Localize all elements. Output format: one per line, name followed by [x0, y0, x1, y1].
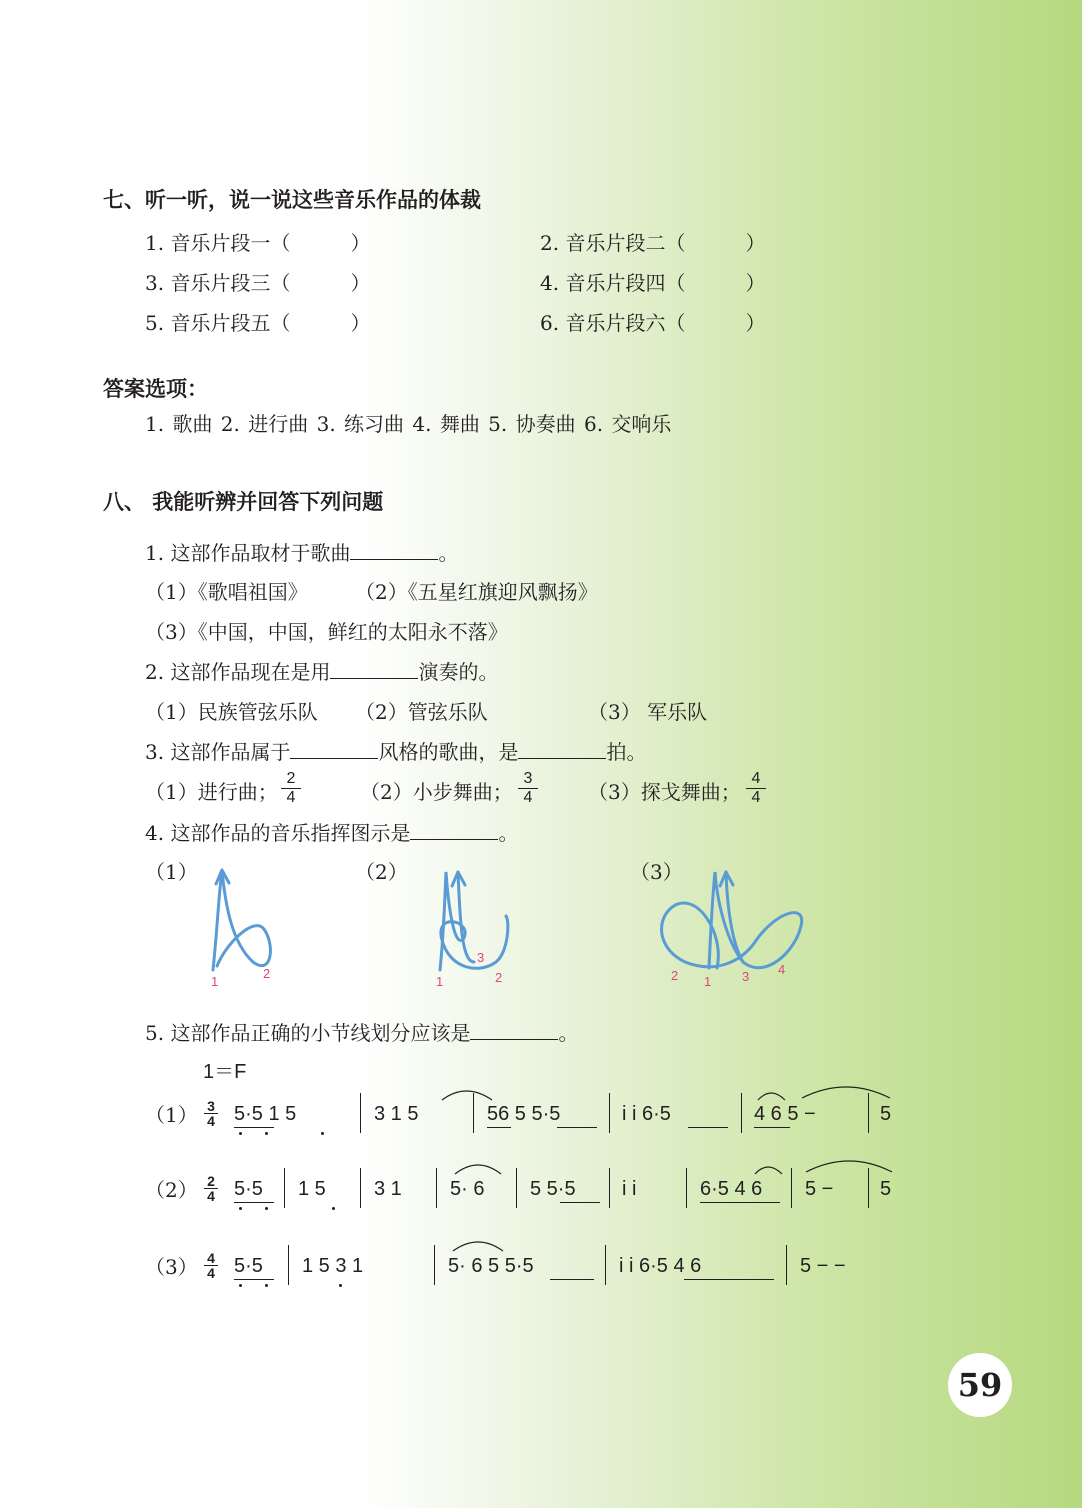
q3-mid: 风格的歌曲，是: [378, 740, 519, 764]
q4-post: 。: [498, 821, 519, 845]
barline: [786, 1245, 787, 1285]
low-octave-dot: [265, 1132, 268, 1135]
row3-seg: 5 − −: [800, 1255, 846, 1277]
frac-den: 4: [751, 789, 761, 806]
ts-den: 4: [207, 1188, 215, 1204]
q3-frac-c: [746, 770, 766, 807]
row2-seg: i i: [622, 1178, 637, 1200]
q1-post: 。: [438, 541, 459, 565]
low-octave-dot: [239, 1132, 242, 1135]
q3-pre: 3. 这部作品属于: [145, 740, 291, 764]
tie-arc: [798, 1082, 894, 1100]
conducting-diagram-three-beat: [420, 862, 530, 992]
row1-seg: 5: [880, 1103, 892, 1125]
beat-label: 3: [477, 950, 485, 965]
item-2: 2. 音乐片段二（ ）: [540, 231, 766, 255]
item-4: 4. 音乐片段四（ ）: [540, 271, 766, 295]
ts-num: 2: [207, 1173, 215, 1189]
beam-line: [560, 1202, 600, 1203]
frac-num: 2: [286, 770, 296, 787]
row3-time-signature: [204, 1252, 218, 1279]
beam-line: [754, 1127, 790, 1128]
q1-blank[interactable]: [350, 541, 438, 560]
q2-opt-b: （2）管弦乐队: [355, 700, 488, 724]
page-number: 59: [948, 1353, 1012, 1417]
options-list: 1. 歌曲 2. 进行曲 3. 练习曲 4. 舞曲 5. 协奏曲 6. 交响乐: [145, 412, 672, 436]
tie-arc: [453, 1242, 503, 1251]
q1-opt-b: （2）《五星红旗迎风飘扬》: [355, 580, 598, 604]
q4-label-b: （2）: [355, 860, 408, 884]
q3-blank-style[interactable]: [290, 740, 378, 759]
ts-den: 4: [207, 1113, 215, 1129]
q5-text: [145, 1021, 578, 1045]
barline: [360, 1168, 361, 1208]
q5-post: 。: [558, 1021, 579, 1045]
row1-label: （1）: [145, 1103, 198, 1127]
barline: [436, 1168, 437, 1208]
item-6: 6. 音乐片段六（ ）: [540, 311, 766, 335]
row1-seg: 4 6 5 −: [754, 1103, 816, 1125]
q1-opt-a: （1）《歌唱祖国》: [145, 580, 308, 604]
beat-label: 1: [436, 974, 444, 989]
q3-opt-c: （3）探戈舞曲；: [588, 780, 741, 804]
q2-pre: 2. 这部作品现在是用: [145, 660, 331, 684]
beat-label: 2: [495, 970, 503, 985]
tie-arc: [755, 1086, 789, 1102]
beat-path: [213, 870, 270, 970]
q1-text: [145, 541, 458, 565]
tie-arc: [455, 1165, 501, 1174]
tie-arc: [452, 1160, 504, 1176]
key-signature: 1＝F: [203, 1061, 247, 1083]
low-octave-dot: [265, 1207, 268, 1210]
tie-arc: [802, 1156, 896, 1174]
q5-blank[interactable]: [470, 1021, 558, 1040]
tie-arc: [806, 1161, 892, 1172]
beam-line: [700, 1202, 780, 1203]
barline: [288, 1245, 289, 1285]
row2-seg: 3 1: [374, 1178, 402, 1200]
barline: [516, 1168, 517, 1208]
beat-label: 1: [211, 974, 219, 989]
options-title: 答案选项：: [103, 377, 208, 401]
row2-seg: 5 5·5: [530, 1178, 576, 1200]
row2-time-signature: [204, 1175, 218, 1202]
ts-den: 4: [207, 1265, 215, 1281]
frac-num: 4: [751, 770, 761, 787]
q2-post: 演奏的。: [418, 660, 499, 684]
tie-arc: [438, 1086, 498, 1102]
q5-pre: 5. 这部作品正确的小节线划分应该是: [145, 1021, 471, 1045]
low-octave-dot: [239, 1207, 242, 1210]
row1-seg: 5·5 1 5: [234, 1103, 297, 1125]
beat-label: 2: [263, 966, 271, 981]
q3-post: 拍。: [606, 740, 647, 764]
row3-seg: 5· 6 5 5·5: [448, 1255, 534, 1277]
conducting-diagram-two-beat: [195, 862, 295, 992]
q3-opt-b: （2）小步舞曲；: [360, 780, 513, 804]
beam-line: [684, 1279, 774, 1280]
frac-den: 4: [523, 789, 533, 806]
barline: [434, 1245, 435, 1285]
tie-arc: [450, 1237, 506, 1253]
q4-text: [145, 821, 518, 845]
row3-label: （3）: [145, 1255, 198, 1279]
tie-arc: [802, 1087, 890, 1098]
beat-label: 1: [704, 974, 712, 989]
low-octave-dot: [339, 1284, 342, 1287]
low-octave-dot: [321, 1132, 324, 1135]
row3-seg: 5·5: [234, 1255, 263, 1277]
item-1: 1. 音乐片段一（ ）: [145, 231, 371, 255]
q2-text: [145, 660, 498, 684]
frac-num: 3: [523, 770, 533, 787]
barline: [868, 1168, 869, 1208]
beam-line: [234, 1202, 274, 1203]
row2-seg: 1 5: [298, 1178, 326, 1200]
q1-pre: 1. 这部作品取材于歌曲: [145, 541, 351, 565]
beam-line: [550, 1279, 594, 1280]
row2-seg: 5: [880, 1178, 892, 1200]
beat-path: [440, 872, 508, 970]
q4-pre: 4. 这部作品的音乐指挥图示是: [145, 821, 411, 845]
q3-frac-a: [281, 770, 301, 807]
q4-blank[interactable]: [410, 821, 498, 840]
low-octave-dot: [239, 1284, 242, 1287]
beat-label: 3: [742, 969, 750, 984]
frac-den: 4: [286, 789, 296, 806]
q2-opt-a: （1）民族管弦乐队: [145, 700, 318, 724]
q3-text: [145, 740, 646, 764]
beam-line: [557, 1127, 597, 1128]
barline: [605, 1245, 606, 1285]
ts-num: 3: [207, 1098, 215, 1114]
beam-line: [487, 1127, 511, 1128]
barline: [360, 1093, 361, 1133]
tie-arc: [442, 1091, 492, 1100]
beat-label: 2: [671, 968, 679, 983]
q3-frac-b: [518, 770, 538, 807]
row1-time-signature: [204, 1100, 218, 1127]
row2-seg: 5·5: [234, 1178, 263, 1200]
section7-title: 七、听一听，说一说这些音乐作品的体裁: [103, 188, 481, 212]
q2-opt-c: （3） 军乐队: [588, 700, 708, 724]
q3-blank-meter[interactable]: [518, 740, 606, 759]
tie-arc: [755, 1167, 782, 1174]
row1-seg: i i 6·5: [622, 1103, 671, 1125]
q4-label-a: （1）: [145, 860, 198, 884]
tie-arc: [752, 1160, 786, 1176]
beam-line: [234, 1127, 274, 1128]
row1-seg: 56 5 5·5: [487, 1103, 561, 1125]
q1-opt-c: （3）《中国，中国，鲜红的太阳永不落》: [145, 620, 508, 644]
low-octave-dot: [265, 1284, 268, 1287]
beam-line: [234, 1279, 274, 1280]
barline: [686, 1168, 687, 1208]
q4-label-c: （3）: [630, 860, 683, 884]
beat-label: 4: [778, 962, 786, 977]
row2-seg: 6·5 4 6: [700, 1178, 763, 1200]
item-3: 3. 音乐片段三（ ）: [145, 271, 371, 295]
barline: [609, 1168, 610, 1208]
section8-title: 八、 我能听辨并回答下列问题: [103, 490, 384, 514]
barline: [284, 1168, 285, 1208]
beat-path: [662, 872, 802, 968]
conducting-diagram-four-beat: [655, 862, 815, 992]
tie-arc: [758, 1093, 785, 1100]
row1-seg: 3 1 5: [374, 1103, 419, 1125]
beam-line: [688, 1127, 728, 1128]
row3-seg: i i 6·5 4 6: [619, 1255, 702, 1277]
q2-blank[interactable]: [330, 660, 418, 679]
row2-seg: 5 −: [805, 1178, 834, 1200]
low-octave-dot: [332, 1207, 335, 1210]
row2-seg: 5· 6: [450, 1178, 485, 1200]
row3-seg: 1 5 3 1: [302, 1255, 364, 1277]
q3-opt-a: （1）进行曲；: [145, 780, 278, 804]
ts-num: 4: [207, 1250, 215, 1266]
barline: [609, 1093, 610, 1133]
row2-label: （2）: [145, 1178, 198, 1202]
barline: [791, 1168, 792, 1208]
barline: [741, 1093, 742, 1133]
item-5: 5. 音乐片段五（ ）: [145, 311, 371, 335]
